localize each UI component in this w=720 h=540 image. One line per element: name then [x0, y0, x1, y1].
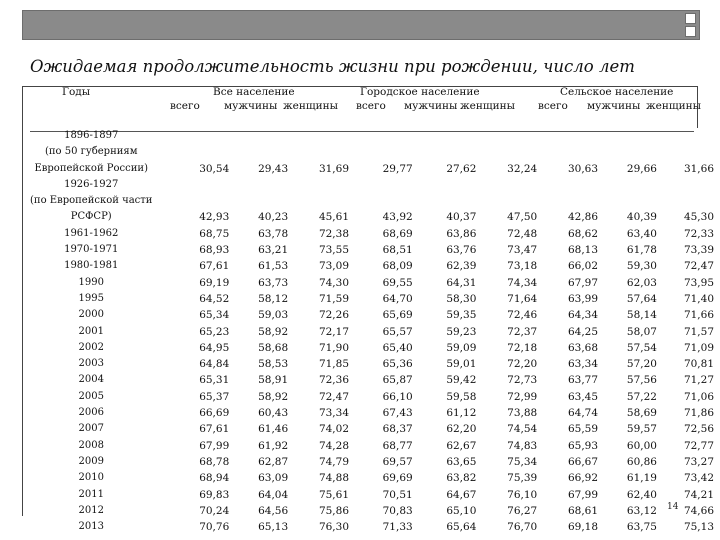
value-cell: 71,85 [318, 358, 349, 371]
value-cell: 69,83 [199, 488, 230, 501]
year-label: 2013 [78, 521, 104, 533]
year-label: 1926-1927 [64, 178, 119, 190]
value-cell: 65,13 [258, 521, 289, 534]
value-cell: 67,43 [382, 407, 413, 420]
value-cell: 58,14 [626, 309, 657, 322]
value-cell: 70,51 [382, 488, 413, 501]
value-cell: 63,82 [446, 472, 477, 485]
year-cell [30, 324, 152, 340]
value-cell: 72,56 [683, 423, 714, 436]
value-cell: 71,59 [318, 292, 349, 305]
frame-line-left [22, 86, 23, 516]
value-cell: 75,34 [507, 455, 538, 468]
value-cell: 64,67 [446, 488, 477, 501]
value-cell: 70,24 [199, 504, 230, 517]
slide-top-bar [22, 10, 700, 40]
value-cell: 68,94 [199, 472, 230, 485]
value-cell: 68,62 [567, 227, 599, 240]
table-row [30, 275, 720, 291]
value-cell: 58,53 [258, 358, 289, 371]
value-cell: 71,40 [683, 292, 714, 305]
year-label: (по 50 губерниям [44, 146, 138, 158]
year-label: 2002 [78, 341, 104, 353]
value-cell: 63,75 [626, 521, 657, 534]
value-cell: 65,59 [567, 423, 599, 436]
value-cell: 57,22 [626, 390, 657, 403]
value-cell: 72,18 [507, 341, 538, 354]
value-cell: 73,95 [683, 276, 714, 289]
value-cell: 76,27 [507, 504, 538, 517]
table-row [30, 226, 720, 242]
value-cell: 68,61 [567, 504, 599, 517]
value-cell: 71,09 [683, 341, 714, 354]
value-cell: 72,48 [507, 227, 538, 240]
table-row [30, 405, 720, 421]
value-cell: 62,67 [446, 439, 477, 452]
table-row [30, 177, 720, 226]
value-cell: 58,68 [258, 341, 289, 354]
value-cell: 70,81 [683, 358, 714, 371]
year-label: 1896-1897 [64, 130, 119, 141]
value-cell: 68,93 [199, 244, 230, 257]
value-cell: 64,56 [258, 504, 289, 517]
value-cell: 58,30 [446, 292, 477, 305]
value-cell: 47,50 [507, 211, 538, 224]
year-label: 1961-1962 [64, 227, 119, 239]
value-cell: 64,95 [199, 341, 230, 354]
value-cell: 74,54 [507, 423, 538, 436]
value-cell: 74,34 [507, 276, 538, 289]
value-cell: 64,04 [258, 488, 289, 501]
table-row [30, 307, 720, 323]
value-cell: 65,93 [567, 439, 599, 452]
value-cell: 63,76 [446, 244, 477, 257]
year-label: 2008 [78, 439, 104, 451]
value-cell: 75,39 [507, 472, 538, 485]
value-cell: 71,66 [683, 309, 714, 322]
header-years: Годы [62, 86, 91, 98]
value-cell: 68,69 [382, 227, 413, 240]
value-cell: 59,03 [258, 309, 289, 322]
value-cell: 72,99 [507, 390, 538, 403]
value-cell: 62,03 [626, 276, 657, 289]
table-row [30, 356, 720, 372]
page-number: 14 [667, 502, 679, 512]
value-cell: 59,57 [626, 423, 657, 436]
table-row [30, 128, 720, 177]
value-cell: 64,31 [446, 276, 477, 289]
value-cell: 73,55 [318, 244, 349, 257]
value-cell: 63,73 [258, 276, 289, 289]
value-cell: 66,10 [382, 390, 413, 403]
value-cell: 65,37 [199, 390, 230, 403]
value-cell: 63,21 [258, 244, 289, 257]
value-cell: 73,39 [683, 244, 714, 257]
year-label: 2004 [78, 374, 104, 386]
year-cell [30, 389, 152, 405]
value-cell: 59,23 [446, 325, 477, 338]
value-cell: 71,57 [683, 325, 714, 338]
value-cell: 73,18 [507, 260, 538, 273]
value-cell: 60,43 [258, 407, 289, 420]
value-cell: 61,78 [626, 244, 657, 257]
value-cell: 69,55 [382, 276, 413, 289]
value-cell: 61,46 [258, 423, 289, 436]
value-cell: 31,66 [683, 162, 714, 175]
value-cell: 63,45 [567, 390, 599, 403]
value-cell: 72,38 [318, 227, 349, 240]
year-label: 2001 [78, 325, 104, 337]
table-row [30, 503, 720, 519]
year-label: 2010 [78, 472, 104, 484]
value-cell: 60,86 [626, 455, 657, 468]
value-cell: 76,10 [507, 488, 538, 501]
value-cell: 57,56 [626, 374, 657, 387]
value-cell: 63,40 [626, 227, 657, 240]
value-cell: 57,54 [626, 341, 657, 354]
value-cell: 30,54 [199, 162, 230, 175]
value-cell: 40,39 [626, 211, 657, 224]
value-cell: 69,57 [382, 455, 413, 468]
value-cell: 74,83 [507, 439, 538, 452]
year-cell [30, 356, 152, 372]
value-cell: 58,91 [258, 374, 289, 387]
value-cell: 65,57 [382, 325, 413, 338]
year-label: 2005 [78, 390, 104, 402]
year-label: 2000 [78, 309, 104, 321]
value-cell: 71,64 [507, 292, 538, 305]
value-cell: 73,47 [507, 244, 538, 257]
table-row [30, 421, 720, 437]
value-cell: 61,92 [258, 439, 289, 452]
table-row [30, 519, 720, 535]
value-cell: 59,42 [446, 374, 477, 387]
value-cell: 66,69 [199, 407, 230, 420]
header-group-rural: Сельское население [560, 86, 674, 98]
value-cell: 74,66 [683, 504, 714, 517]
value-cell: 65,36 [382, 358, 413, 371]
year-cell [30, 226, 152, 242]
year-label: 2003 [78, 358, 104, 370]
value-cell: 73,34 [318, 407, 349, 420]
year-label: 1995 [78, 292, 104, 304]
value-cell: 64,34 [567, 309, 599, 322]
value-cell: 68,78 [199, 455, 230, 468]
table-row [30, 258, 720, 274]
year-label: 1990 [78, 276, 104, 288]
value-cell: 73,09 [318, 260, 349, 273]
value-cell: 67,61 [199, 260, 230, 273]
value-cell: 27,62 [446, 162, 477, 175]
value-cell: 72,20 [507, 358, 538, 371]
table-row [30, 340, 720, 356]
header-total-rural: всего [538, 100, 568, 112]
year-cell [30, 421, 152, 437]
value-cell: 64,70 [382, 292, 413, 305]
header-men-urban: мужчины [404, 100, 458, 112]
value-cell: 31,69 [318, 162, 349, 175]
value-cell: 71,86 [683, 407, 714, 420]
year-cell [30, 372, 152, 388]
value-cell: 64,52 [199, 292, 230, 305]
table-row [30, 242, 720, 258]
year-cell [30, 275, 152, 291]
value-cell: 63,09 [258, 472, 289, 485]
header-group-urban: Городское население [360, 86, 480, 98]
year-label: 2011 [78, 488, 104, 500]
corner-square-decoration [685, 13, 696, 24]
value-cell: 67,97 [567, 276, 599, 289]
value-cell: 58,92 [258, 325, 289, 338]
value-cell: 76,30 [318, 521, 349, 534]
life-expectancy-table [30, 128, 720, 535]
year-label: 2007 [78, 423, 104, 435]
value-cell: 68,77 [382, 439, 413, 452]
value-cell: 70,76 [199, 521, 230, 534]
value-cell: 72,33 [683, 227, 714, 240]
value-cell: 62,20 [446, 423, 477, 436]
value-cell: 62,40 [626, 488, 657, 501]
header-men-rural: мужчины [587, 100, 641, 112]
table-row [30, 324, 720, 340]
year-cell [30, 128, 152, 177]
value-cell: 59,58 [446, 390, 477, 403]
value-cell: 72,46 [507, 309, 538, 322]
value-cell: 72,47 [318, 390, 349, 403]
corner-square-decoration [685, 26, 696, 37]
header-women-urban: женщины [460, 100, 515, 112]
value-cell: 59,01 [446, 358, 477, 371]
value-cell: 59,30 [626, 260, 657, 273]
year-cell [30, 177, 152, 226]
year-cell [30, 438, 152, 454]
value-cell: 65,23 [199, 325, 230, 338]
value-cell: 61,19 [626, 472, 657, 485]
year-label: 1970-1971 [64, 244, 119, 256]
value-cell: 65,87 [382, 374, 413, 387]
value-cell: 69,18 [567, 521, 599, 534]
value-cell: 72,17 [318, 325, 349, 338]
value-cell: 63,99 [567, 292, 599, 305]
table-row [30, 487, 720, 503]
year-cell [30, 470, 152, 486]
value-cell: 72,73 [507, 374, 538, 387]
year-label: РСФСР) [70, 211, 112, 223]
value-cell: 29,66 [626, 162, 657, 175]
header-women-all: женщины [283, 100, 338, 112]
value-cell: 64,74 [567, 407, 599, 420]
year-cell [30, 340, 152, 356]
value-cell: 71,33 [382, 521, 413, 534]
value-cell: 62,39 [446, 260, 477, 273]
value-cell: 74,88 [318, 472, 349, 485]
value-cell: 65,40 [382, 341, 413, 354]
value-cell: 42,86 [567, 211, 599, 224]
value-cell: 63,65 [446, 455, 477, 468]
value-cell: 64,84 [199, 358, 230, 371]
value-cell: 40,37 [446, 211, 477, 224]
year-cell [30, 291, 152, 307]
value-cell: 57,64 [626, 292, 657, 305]
value-cell: 72,77 [683, 439, 714, 452]
value-cell: 63,77 [567, 374, 599, 387]
year-cell [30, 242, 152, 258]
value-cell: 67,99 [567, 488, 599, 501]
table-row [30, 291, 720, 307]
value-cell: 71,06 [683, 390, 714, 403]
value-cell: 58,69 [626, 407, 657, 420]
year-cell [30, 454, 152, 470]
year-cell [30, 487, 152, 503]
value-cell: 67,61 [199, 423, 230, 436]
year-cell [30, 258, 152, 274]
value-cell: 72,36 [318, 374, 349, 387]
value-cell: 68,09 [382, 260, 413, 273]
value-cell: 73,88 [507, 407, 538, 420]
value-cell: 65,31 [199, 374, 230, 387]
value-cell: 69,19 [199, 276, 230, 289]
value-cell: 66,67 [567, 455, 599, 468]
value-cell: 65,10 [446, 504, 477, 517]
value-cell: 75,86 [318, 504, 349, 517]
value-cell: 68,13 [567, 244, 599, 257]
value-cell: 58,92 [258, 390, 289, 403]
table-row [30, 438, 720, 454]
year-label: 2009 [78, 455, 104, 467]
header-total-all: всего [170, 100, 200, 112]
value-cell: 60,00 [626, 439, 657, 452]
table-row [30, 389, 720, 405]
year-cell [30, 503, 152, 519]
value-cell: 65,34 [199, 309, 230, 322]
header-total-urban: всего [356, 100, 386, 112]
value-cell: 76,70 [507, 521, 538, 534]
year-cell [30, 405, 152, 421]
value-cell: 74,28 [318, 439, 349, 452]
year-label: 1980-1981 [64, 260, 119, 272]
value-cell: 58,12 [258, 292, 289, 305]
value-cell: 73,42 [683, 472, 714, 485]
value-cell: 72,26 [318, 309, 349, 322]
value-cell: 66,02 [567, 260, 599, 273]
year-cell [30, 307, 152, 323]
year-cell [30, 519, 152, 535]
page-title: Ожидаемая продолжительность жизни при рождении, число лет [30, 57, 635, 76]
value-cell: 69,69 [382, 472, 413, 485]
value-cell: 72,37 [507, 325, 538, 338]
value-cell: 40,23 [258, 211, 289, 224]
value-cell: 68,51 [382, 244, 413, 257]
value-cell: 75,61 [318, 488, 349, 501]
value-cell: 63,12 [626, 504, 657, 517]
table-row [30, 470, 720, 486]
value-cell: 71,27 [683, 374, 714, 387]
year-label: 2006 [78, 407, 104, 419]
year-label: 2012 [78, 504, 104, 516]
value-cell: 66,92 [567, 472, 599, 485]
value-cell: 74,79 [318, 455, 349, 468]
value-cell: 73,27 [683, 455, 714, 468]
value-cell: 74,02 [318, 423, 349, 436]
value-cell: 71,90 [318, 341, 349, 354]
value-cell: 59,09 [446, 341, 477, 354]
value-cell: 74,30 [318, 276, 349, 289]
year-label: (по Европейской части [30, 195, 153, 207]
value-cell: 43,92 [382, 211, 413, 224]
value-cell: 61,53 [258, 260, 289, 273]
value-cell: 63,78 [258, 227, 289, 240]
value-cell: 72,47 [683, 260, 714, 273]
value-cell: 65,64 [446, 521, 477, 534]
year-label: Европейской России) [34, 162, 148, 174]
value-cell: 61,12 [446, 407, 477, 420]
value-cell: 74,21 [683, 488, 714, 501]
value-cell: 63,86 [446, 227, 477, 240]
value-cell: 63,68 [567, 341, 599, 354]
value-cell: 57,20 [626, 358, 657, 371]
header-men-all: мужчины [224, 100, 278, 112]
value-cell: 68,37 [382, 423, 413, 436]
header-group-all: Все население [213, 86, 295, 98]
value-cell: 59,35 [446, 309, 477, 322]
value-cell: 75,13 [683, 521, 714, 534]
value-cell: 32,24 [507, 162, 538, 175]
header-women-rural: женщины [646, 100, 701, 112]
value-cell: 45,61 [318, 211, 349, 224]
value-cell: 67,99 [199, 439, 230, 452]
value-cell: 64,25 [567, 325, 599, 338]
value-cell: 70,83 [382, 504, 413, 517]
value-cell: 62,87 [258, 455, 289, 468]
value-cell: 45,30 [683, 211, 714, 224]
value-cell: 65,69 [382, 309, 413, 322]
value-cell: 58,07 [626, 325, 657, 338]
value-cell: 42,93 [199, 211, 230, 224]
value-cell: 29,77 [382, 162, 413, 175]
value-cell: 68,75 [199, 227, 230, 240]
value-cell: 63,34 [567, 358, 599, 371]
table-row [30, 372, 720, 388]
value-cell: 29,43 [258, 162, 289, 175]
value-cell: 30,63 [567, 162, 599, 175]
table-row [30, 454, 720, 470]
